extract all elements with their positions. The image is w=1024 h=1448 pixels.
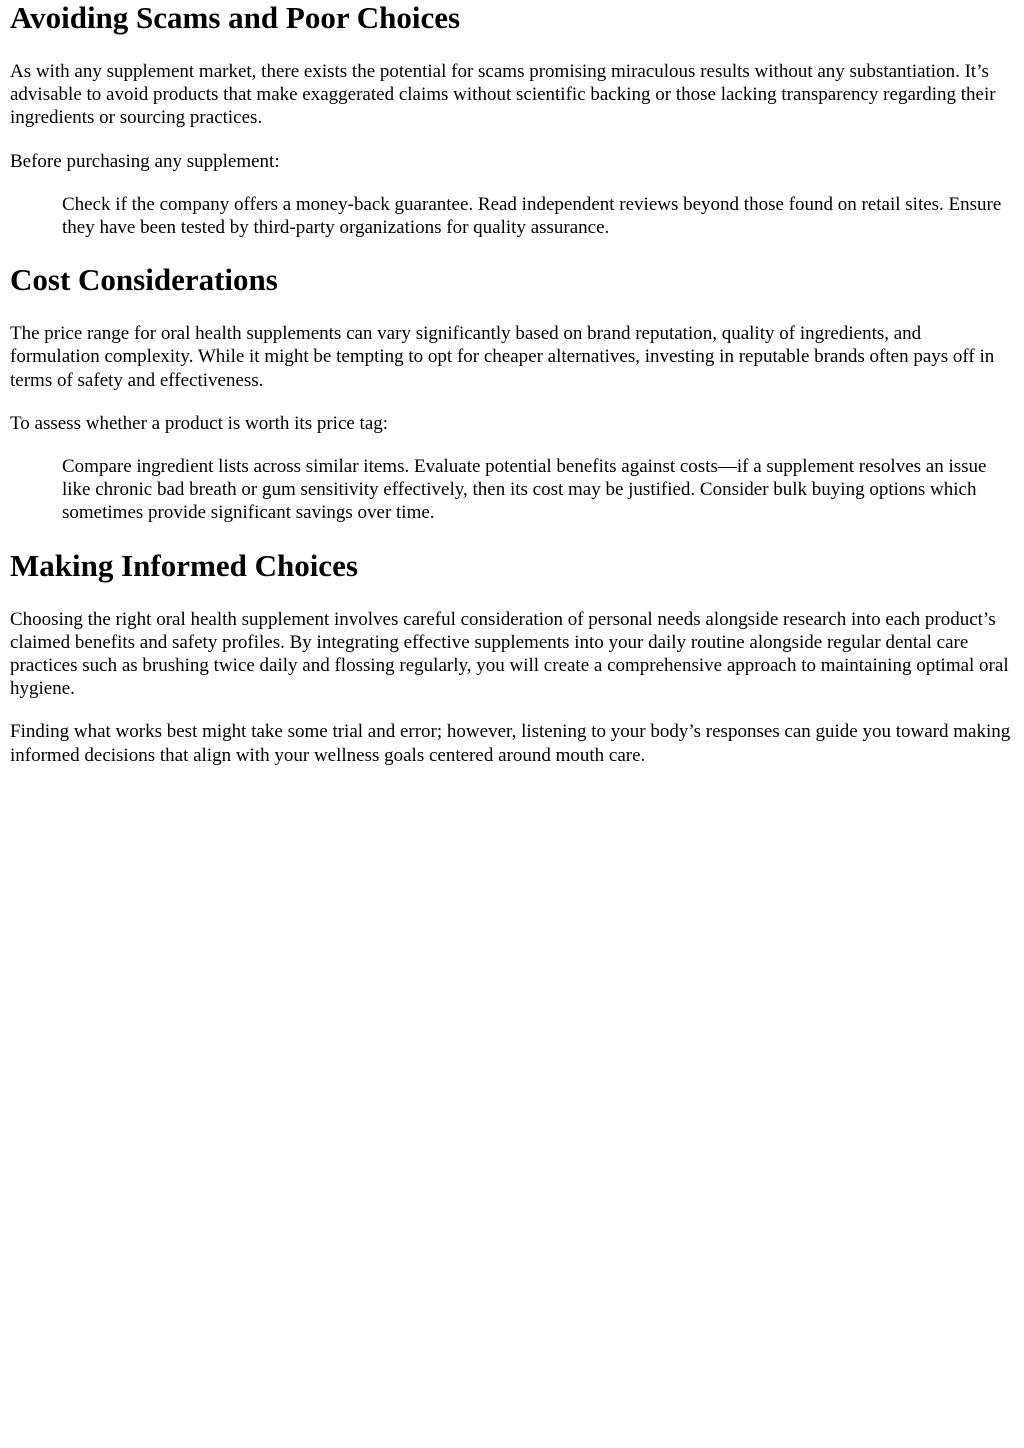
scams-paragraph-1: As with any supplement market, there exists the potential for scams promising miraculous results without any substantiation. It’s advisable to avoid products that make exaggerated claims without scientific backing or those lacking transparency regarding their ingredients or sourcing practices. [10,61,996,129]
scams-paragraph-2: Before purchasing any supplement: [10,150,280,172]
scams-checklist: Check if the company offers a money-back guarantee. Read independent reviews beyond those found on retail sites. Ensure they have been tested by third-party organizations for quality assurance. [62,193,1002,239]
cost-checklist: Compare ingredient lists across similar items. Evaluate potential benefits against costs—if a supplement resolves an issue like chronic bad breath or gum sensitivity effectively, then its cost may be justified. Consider bulk buying options which sometimes provide significant savings over time. [62,456,987,524]
informed-paragraph-2: Finding what works best might take some trial and error; however, listening to your body’s responses can guide you toward making informed decisions that align with your wellness goals centered around mouth care. [10,721,1011,766]
section-heading-cost: Cost Considerations [10,262,278,298]
cost-paragraph-1: The price range for oral health supplements can vary significantly based on brand reputation, quality of ingredients, and formulation complexity. While it might be tempting to opt for cheaper alternatives, investing in reputable brands often pays off in terms of safety and effectiveness. [10,323,995,391]
section-heading-informed: Making Informed Choices [10,547,358,583]
section-heading-scams: Avoiding Scams and Poor Choices [10,0,461,35]
cost-paragraph-2: To assess whether a product is worth its price tag: [10,412,389,434]
informed-paragraph-1: Choosing the right oral health supplement involves careful consideration of personal needs alongside research into each product’s claimed benefits and safety profiles. By integrating effective supplements into your daily routine alongside regular dental care practices such as brushing twice daily and flossing regularly, you will create a comprehensive approach to maintaining optimal oral hygiene. [10,608,1009,700]
